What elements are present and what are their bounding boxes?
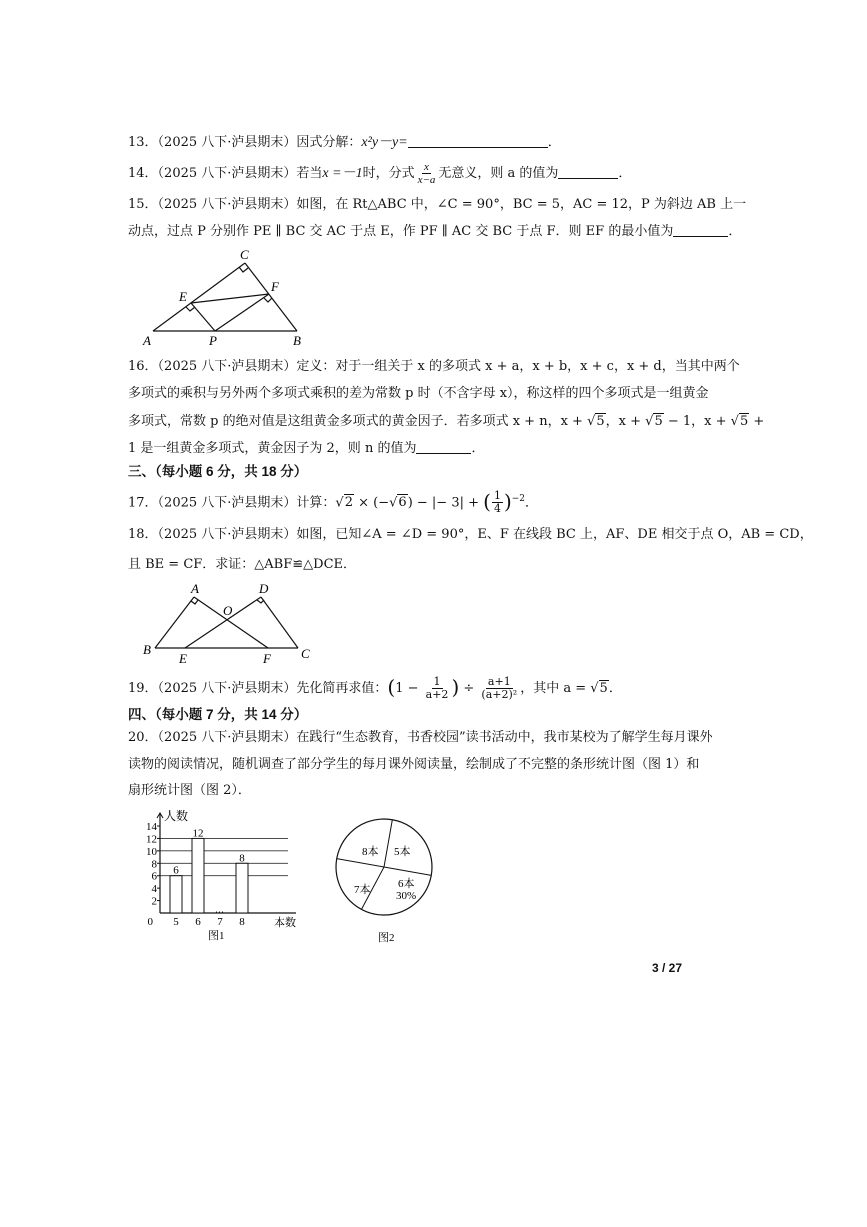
q16-line4: 1 是一组黄金多项式，黄金因子为 2，则 n 的值为 ． xyxy=(128,441,485,456)
svg-text:E: E xyxy=(179,651,187,665)
svg-text:B: B xyxy=(143,642,151,657)
svg-text:D: D xyxy=(259,581,269,596)
y-tick-label: 2 xyxy=(151,895,157,908)
answer-blank[interactable] xyxy=(416,440,471,454)
y-tick-label: 14 xyxy=(146,821,157,833)
pie-slice-label: 6本 30% xyxy=(396,878,417,902)
section-3-heading: 三、（每小题 6 分，共 18 分） xyxy=(128,464,308,479)
answer-blank[interactable] xyxy=(558,165,618,179)
y-tick-label: 4 xyxy=(151,883,157,896)
bar-data-label: 6 xyxy=(173,864,179,877)
svg-text:P: P xyxy=(209,333,217,348)
svg-text:A: A xyxy=(143,333,151,348)
q20-line3: 扇形统计图（图 2）． xyxy=(128,783,251,798)
q20-line2: 读物的阅读情况，随机调查了部分学生的每月课外阅读量，绘制成了不完整的条形统计图（图 1）和 xyxy=(128,757,700,772)
y-axis-label: 人数 xyxy=(164,809,189,823)
q17: 17．（2025 八下·泸县期末）计算：√2 × (−√6) − |− 3| + ( $\frac{1}{4}$ )$^{-2}$． xyxy=(128,489,539,516)
x-tick-label: 8 xyxy=(239,916,245,928)
svg-text:C: C xyxy=(301,646,310,661)
q15-line1: 15．（2025 八下·泸县期末）如图，在 Rt△ABC 中，∠C = 90°，BC = 5，AC = 12，P 为斜边 AB 上一 xyxy=(128,197,747,212)
q16-line2: 多项式的乘积与另外两个多项式乘积的差为常数 p 时（不含字母 x），称这样的四个多项式是一组黄金 xyxy=(128,386,709,401)
pie-slice-label: 5本 xyxy=(394,846,411,858)
q15-triangle-figure xyxy=(135,245,315,350)
answer-blank[interactable] xyxy=(673,223,728,237)
bar xyxy=(192,838,204,913)
q20-line1: 20．（2025 八下·泸县期末）在践行“生态教育，书香校园”读书活动中，我市某校为了解学生每月课外 xyxy=(128,730,713,745)
q16-line1: 16．（2025 八下·泸县期末）定义：对于一组关于 x 的多项式 x + a，x + b，x + c，x + d，当其中两个 xyxy=(128,359,740,374)
svg-text:O: O xyxy=(223,603,233,618)
pie-slice-label: 8本 xyxy=(362,846,379,858)
svg-text:B: B xyxy=(293,333,301,348)
figure-caption: 图1 xyxy=(208,930,225,942)
x-tick-label: 6 xyxy=(195,916,201,928)
y-tick-label: 6 xyxy=(151,870,157,883)
x-axis-label: 本数 xyxy=(274,917,296,929)
x-tick-label: 5 xyxy=(173,916,179,928)
q15-line2: 动点，过点 P 分别作 PE ∥ BC 交 AC 于点 E，作 PF ∥ AC 交 BC 于点 F．则 EF 的最小值为 ． xyxy=(128,224,742,239)
x-tick-label: 7 xyxy=(217,916,223,928)
svg-text:E: E xyxy=(179,289,187,304)
y-tick-label: 8 xyxy=(151,858,157,871)
q14: 14．（2025 八下·泸县期末）若当x =－1时，分式 $\frac{x}{x-a}$ 无意义，则 a 的值为 ． xyxy=(128,161,632,186)
svg-text:C: C xyxy=(240,247,249,262)
bar xyxy=(236,863,248,913)
q13: 13．（2025 八下·泸县期末）因式分解：x²y－y= ． xyxy=(128,135,561,150)
q18-line2: 且 BE = CF．求证：△ABF≌△DCE． xyxy=(128,557,357,572)
pie-slice-label: 7本 xyxy=(354,884,371,896)
y-tick-label: 0 xyxy=(147,916,153,928)
y-tick-label: 10 xyxy=(146,845,157,858)
svg-text:F: F xyxy=(271,279,279,294)
answer-blank[interactable] xyxy=(408,134,548,148)
bar-chart-figure-1 xyxy=(140,808,320,948)
y-tick-label: 12 xyxy=(146,833,157,846)
bar xyxy=(170,876,182,913)
q19: 19．（2025 八下·泸县期末）先化简再求值：(1 − $\frac{1}{a+2}$ ) ÷ $\frac{a+1}{\text{(a+2)²}}$ ，其中 a = √5． xyxy=(128,675,622,701)
bar-data-label: 8 xyxy=(239,852,245,865)
q16-line3: 多项式，常数 p 的绝对值是这组黄金多项式的黄金因子．若多项式 x + n，x + √5，x + √5 − 1，x + √5 + xyxy=(128,414,765,429)
svg-text:A: A xyxy=(191,581,199,596)
section-4-heading: 四、（每小题 7 分，共 14 分） xyxy=(128,707,308,722)
svg-text:F: F xyxy=(263,651,271,665)
figure-caption: 图2 xyxy=(378,932,395,944)
q18-triangles-figure xyxy=(140,580,320,665)
pie-chart-figure-2 xyxy=(332,815,442,945)
bar-data-label: 12 xyxy=(192,827,204,840)
q18-line1: 18．（2025 八下·泸县期末）如图，已知∠A = ∠D = 90°，E、F 在线段 BC 上，AF、DE 相交于点 O，AB = CD， xyxy=(128,527,813,542)
page-number: 3 / 27 xyxy=(652,961,683,975)
